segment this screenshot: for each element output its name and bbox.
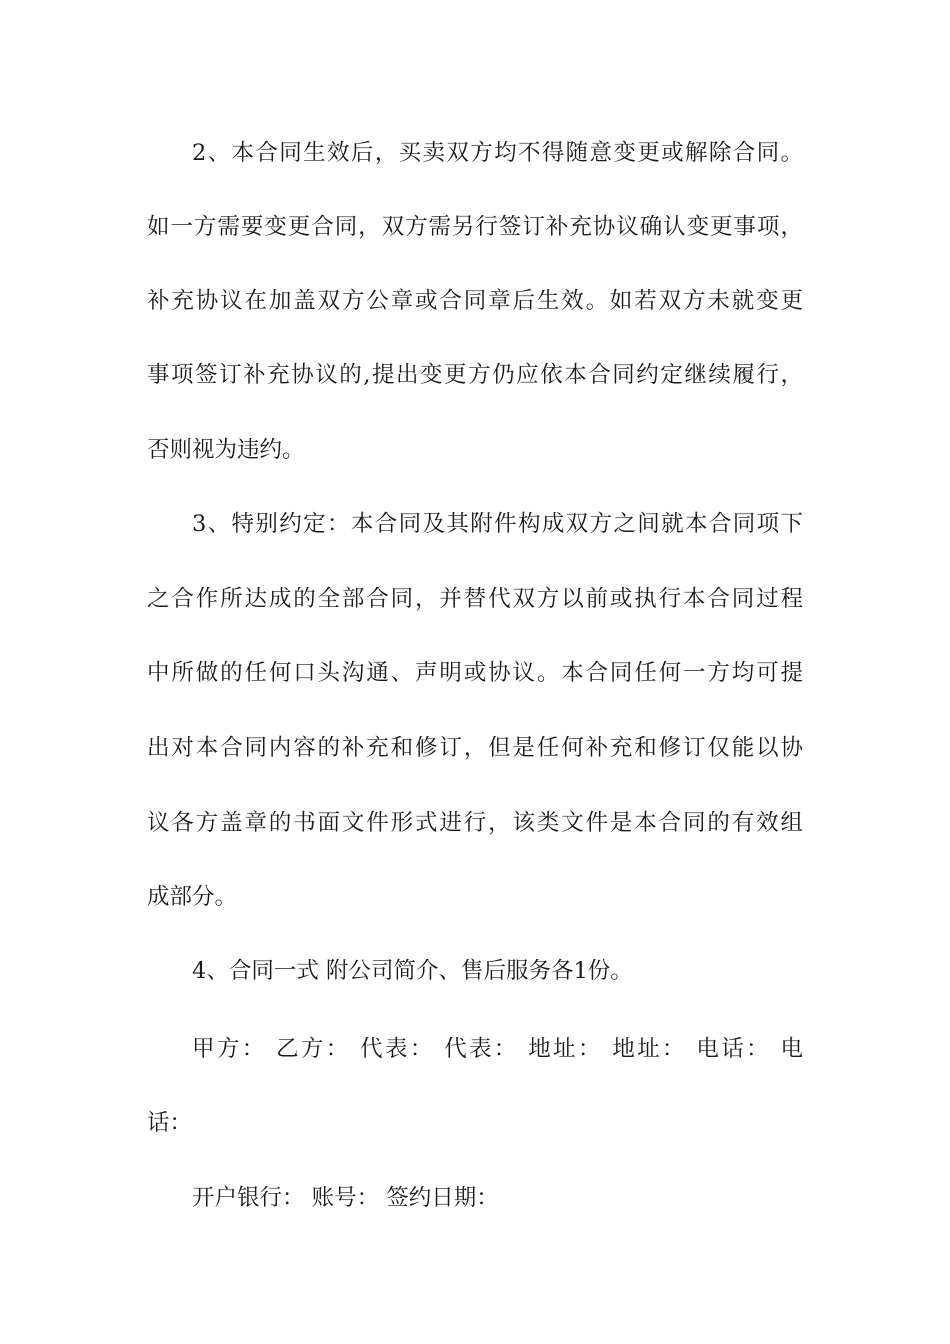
bank-account-line: 开户银行： 账号： 签约日期：	[192, 1185, 499, 1211]
clause-3-line-1: 3、特别约定：本合同及其附件构成双方之间就本合同项下	[192, 511, 803, 537]
signature-fields-line-2: 话：	[147, 1110, 193, 1136]
clause-3-line-3: 中所做的任何口头沟通、声明或协议。本合同任何一方均可提	[147, 660, 803, 686]
clause-4-line: 4、合同一式 附公司简介、售后服务各1份。	[192, 958, 633, 984]
clause-2-line-3: 补充协议在加盖双方公章或合同章后生效。如若双方未就变更	[147, 288, 803, 314]
clause-3-line-6: 成部分。	[147, 884, 238, 910]
clause-3-line-4: 出对本合同内容的补充和修订，但是任何补充和修订仅能以协	[147, 735, 803, 761]
clause-2-line-2: 如一方需要变更合同，双方需另行签订补充协议确认变更事项，	[147, 214, 803, 240]
clause-2-line-1: 2、本合同生效后，买卖双方均不得随意变更或解除合同。	[192, 140, 803, 166]
clause-2-line-4: 事项签订补充协议的,提出变更方仍应依本合同约定继续履行，	[147, 362, 803, 388]
signature-fields-line-1: 甲方： 乙方： 代表： 代表： 地址： 地址： 电话： 电	[192, 1036, 803, 1062]
clause-3-line-5: 议各方盖章的书面文件形式进行，该类文件是本合同的有效组	[147, 810, 803, 836]
clause-2-line-5: 否则视为违约。	[147, 437, 305, 463]
clause-3-line-2: 之合作所达成的全部合同，并替代双方以前或执行本合同过程	[147, 586, 803, 612]
